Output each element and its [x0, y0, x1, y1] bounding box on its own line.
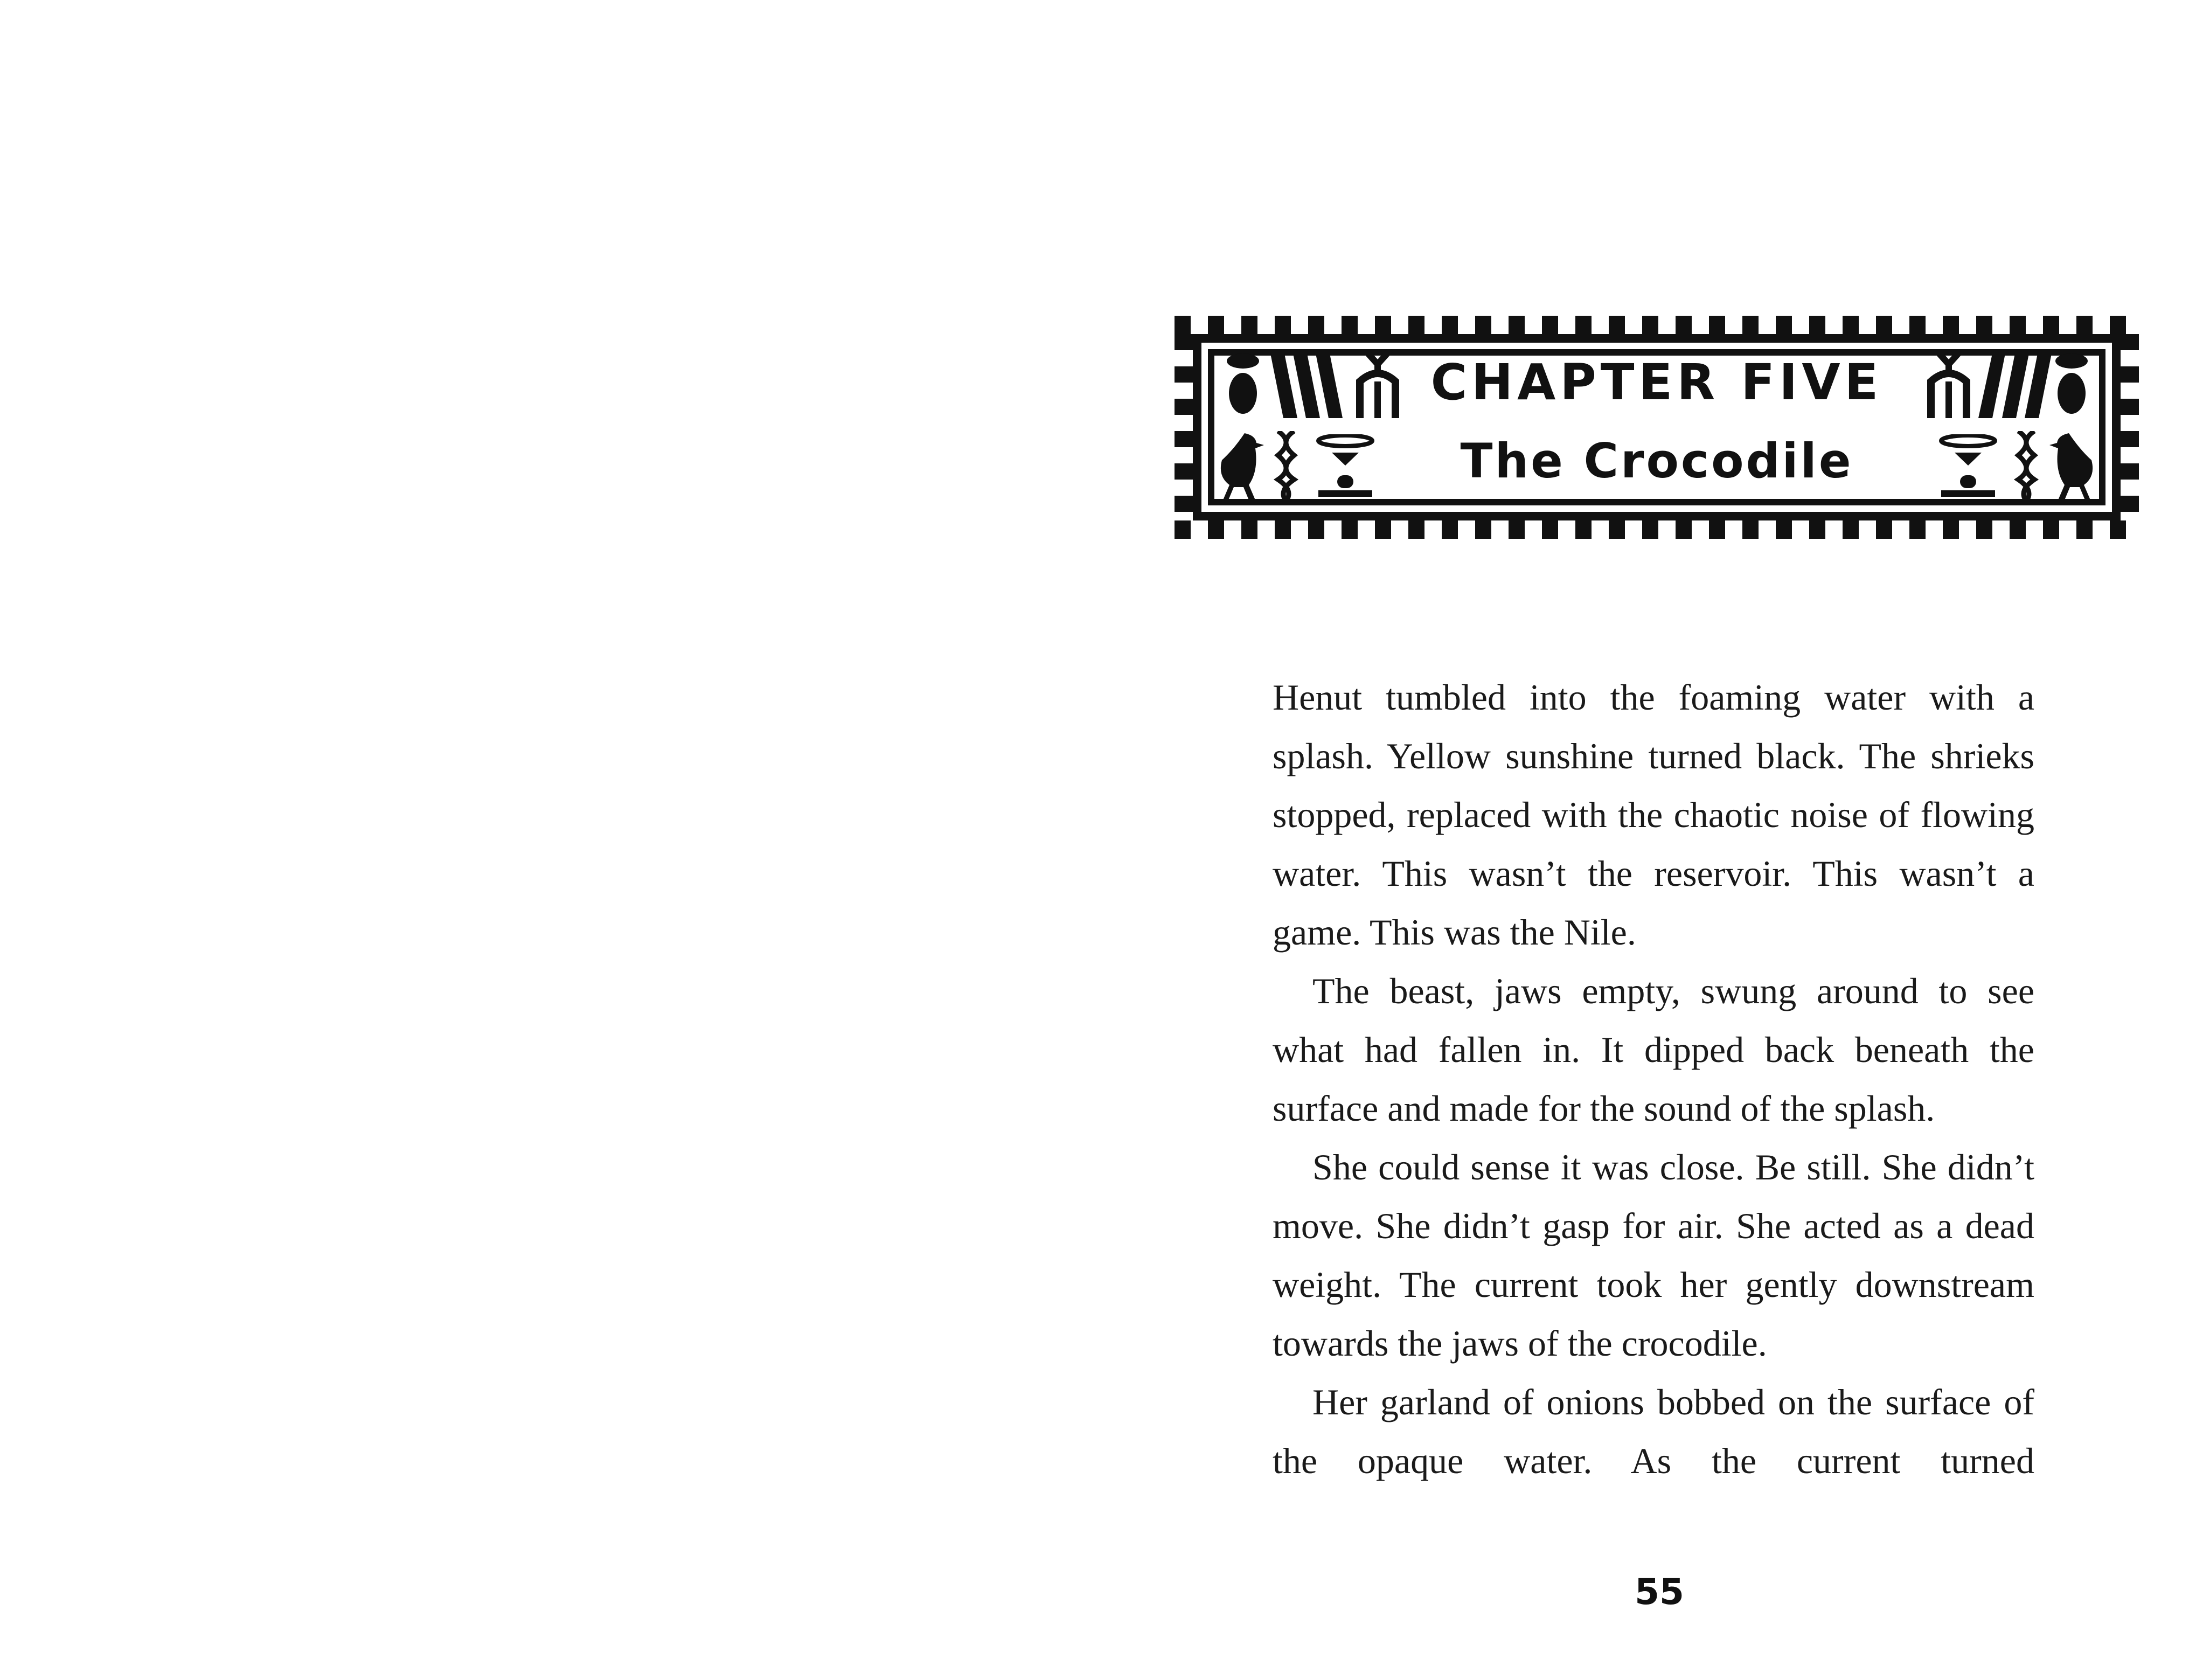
chapter-banner: [1175, 316, 2139, 539]
chapter-title: The Crocodile: [1460, 433, 1853, 489]
page-number: 55: [1635, 1571, 1684, 1613]
paragraph: Her garland of onions bobbed on the surface of the opaque water. As the current turned: [1273, 1382, 2034, 1481]
left-page-blank: [0, 0, 1094, 1680]
paragraph: The beast, jaws empty, swung around to see what had fallen in. It dipped back beneath the surface and made for the sound of the splash.: [1273, 970, 2034, 1129]
body-text: [1273, 668, 2034, 1490]
paragraph: She could sense it was close. Be still. She didn’t move. She didn’t gasp for air. She acted as a dead weight. The current took her gently downstream towards the jaws of the crocodile.: [1273, 1147, 2034, 1364]
chapter-titles: [1175, 316, 2139, 539]
chapter-heading: CHAPTER FIVE: [1430, 353, 1883, 411]
paragraph: Henut tumbled into the foaming water with a splash. Yellow sunshine turned black. The shrieks stopped, replaced with the chaotic noise of flowing water. This wasn’t the reservoir. This wasn’t a game. This was the Nile.: [1273, 677, 2034, 953]
